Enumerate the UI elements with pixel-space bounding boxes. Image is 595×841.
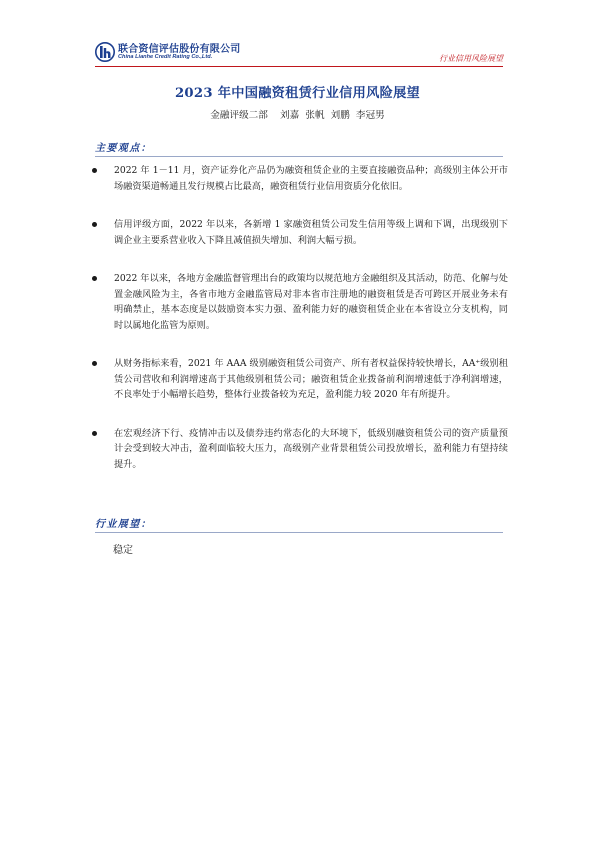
key-points-list [90,163,508,472]
key-point-text: 从财务指标来看，2021 年 AAA 级别融资租赁公司资产、所有者权益保持较快增长，AA⁺级别租赁公司营收和利润增速高于其他级别租赁公司；融资租赁企业拨备前利润增速低于净利润增速，不良率处于小幅增长趋势，整体行业拨备较为充足，盈利能力较 2020 年有所提升。 [114,358,508,400]
outlook-divider [95,532,503,533]
list-item [90,271,508,333]
key-point-text: 在宏观经济下行、疫情冲击以及债券违约常态化的大环境下，低级别融资租赁公司的资产质量预计会受到较大冲击，盈利面临较大压力，高级别产业背景租赁公司投放增长，盈利能力有望持续提升。 [114,427,508,470]
list-item [90,356,508,403]
bullet-icon [92,222,97,227]
key-points-heading: 主要观点： [95,143,152,154]
authors-line: 金融评级二部 刘嘉 张帆 刘鹏 李冠男 [210,110,385,121]
list-item [90,163,508,194]
company-name-cn: 联合资信评估股份有限公司 [118,44,241,55]
page-header [0,0,595,70]
header-divider [95,66,503,67]
outlook-value: 稳定 [113,545,133,556]
lianhe-logo-icon [95,42,115,62]
key-points-divider [95,156,503,157]
bullet-icon [92,276,97,281]
bullet-icon [92,431,97,436]
key-point-text: 2022 年以来，各地方金融监督管理出台的政策均以规范地方金融组织及其活动，防范、化解与处置金融风险为主，各省市地方金融监管局对非本省市注册地的融资租赁是否可跨区开展业务未有明确禁止，基本态度是以鼓励资本实力强、盈利能力好的融资租赁企业在本省设立分支机构，同时以属地化监管为原则。 [114,273,508,331]
list-item [90,426,508,473]
key-point-text: 信用评级方面，2022 年以来，各新增 1 家融资租赁公司发生信用等级上调和下调，出现级别下调企业主要系营业收入下降且减值损失增加、利润大幅亏损。 [114,219,508,246]
company-name-en: China Lianhe Credit Rating Co.,Ltd. [118,54,213,60]
report-type-label: 行业信用风险展望 [439,54,503,63]
key-point-text: 2022 年 1－11 月，资产证券化产品仍为融资租赁企业的主要直接融资品种；高级别主体公开市场融资渠道畅通且发行规模占比最高，融资租赁行业信用资质分化依旧。 [114,165,508,192]
outlook-heading: 行业展望： [95,519,152,530]
list-item [90,217,508,248]
bullet-icon [92,361,97,366]
bullet-icon [92,168,97,173]
page-title: 2023 年中国融资租赁行业信用风险展望 [174,86,421,101]
